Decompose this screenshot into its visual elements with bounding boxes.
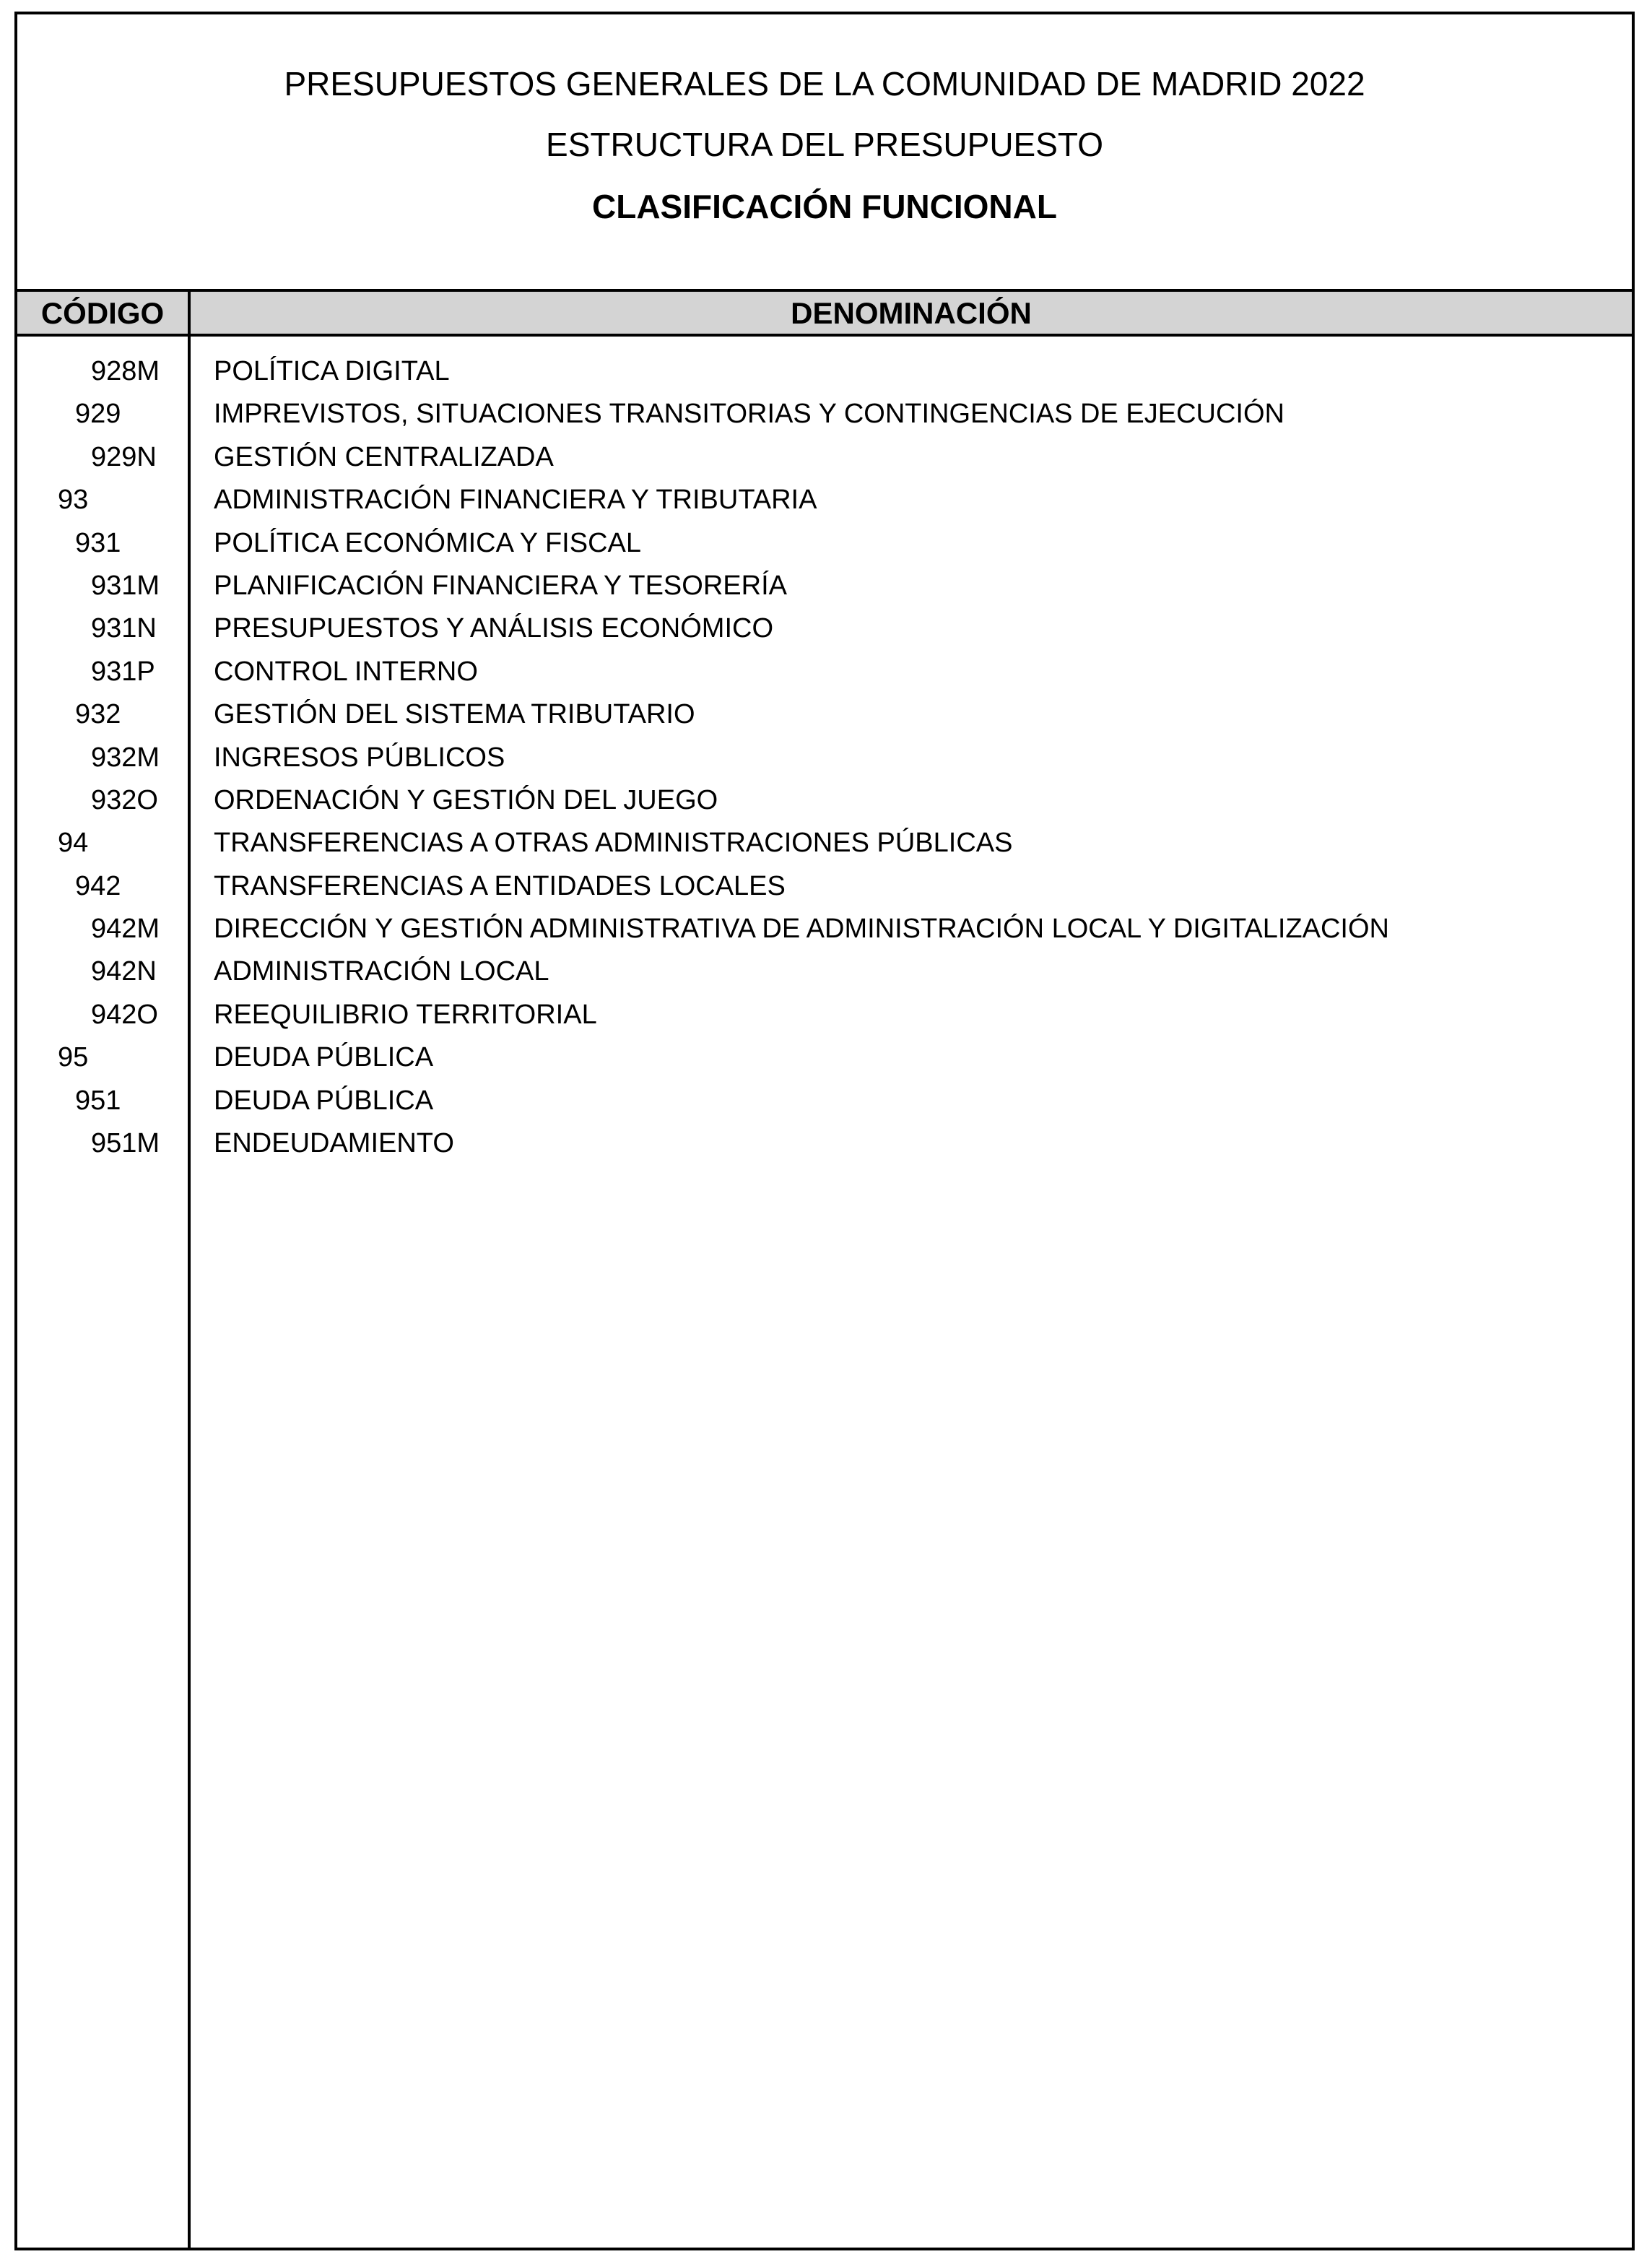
row-code: 931 [75, 527, 121, 558]
table-row [17, 1036, 1632, 1079]
table-row [17, 908, 1632, 950]
document-title: PRESUPUESTOS GENERALES DE LA COMUNIDAD DE MADRID 2022 [284, 65, 1365, 103]
row-code: 932M [91, 742, 160, 773]
row-code: 942N [91, 956, 157, 987]
row-code: 951M [91, 1128, 160, 1159]
row-code: 94 [58, 828, 89, 859]
table-row [17, 1122, 1632, 1165]
document-page [14, 12, 1635, 2250]
row-name: ENDEUDAMIENTO [214, 1128, 454, 1159]
column-header-name: DENOMINACIÓN [791, 296, 1032, 330]
table-row [17, 436, 1632, 479]
row-code: 942M [91, 914, 160, 945]
table-body [17, 350, 1632, 1165]
row-name: DIRECCIÓN Y GESTIÓN ADMINISTRATIVA DE ADMINISTRACIÓN LOCAL Y DIGITALIZACIÓN [214, 914, 1389, 945]
row-code: 932O [91, 784, 158, 815]
table-row [17, 522, 1632, 565]
row-code: 942 [75, 870, 121, 901]
row-code: 929N [91, 441, 157, 472]
row-code: 931P [91, 656, 155, 687]
row-name: CONTROL INTERNO [214, 656, 478, 687]
section-heading: CLASIFICACIÓN FUNCIONAL [592, 188, 1057, 225]
table-row [17, 693, 1632, 736]
row-name: POLÍTICA ECONÓMICA Y FISCAL [214, 527, 641, 558]
row-name: GESTIÓN CENTRALIZADA [214, 441, 554, 472]
table-row [17, 865, 1632, 908]
row-name: REEQUILIBRIO TERRITORIAL [214, 999, 597, 1030]
table-row [17, 994, 1632, 1036]
title-block [17, 14, 1632, 292]
table-row [17, 1080, 1632, 1122]
row-code: 931N [91, 613, 157, 644]
row-name: IMPREVISTOS, SITUACIONES TRANSITORIAS Y CONTINGENCIAS DE EJECUCIÓN [214, 399, 1284, 430]
table-row [17, 651, 1632, 693]
row-name: INGRESOS PÚBLICOS [214, 742, 505, 773]
table-row [17, 607, 1632, 650]
row-name: GESTIÓN DEL SISTEMA TRIBUTARIO [214, 699, 695, 730]
table-row [17, 950, 1632, 993]
document-subtitle: ESTRUCTURA DEL PRESUPUESTO [546, 126, 1103, 163]
row-name: DEUDA PÚBLICA [214, 1042, 434, 1073]
row-name: ADMINISTRACIÓN LOCAL [214, 956, 549, 987]
row-name: ADMINISTRACIÓN FINANCIERA Y TRIBUTARIA [214, 485, 817, 516]
row-code: 93 [58, 485, 89, 516]
row-name: ORDENACIÓN Y GESTIÓN DEL JUEGO [214, 784, 718, 815]
row-name: DEUDA PÚBLICA [214, 1085, 434, 1116]
table-row [17, 393, 1632, 436]
row-code: 95 [58, 1042, 89, 1073]
table-row [17, 479, 1632, 521]
row-name: TRANSFERENCIAS A OTRAS ADMINISTRACIONES PÚBLICAS [214, 828, 1013, 859]
row-name: PRESUPUESTOS Y ANÁLISIS ECONÓMICO [214, 613, 774, 644]
column-header-code: CÓDIGO [40, 296, 165, 330]
table-header [17, 292, 1632, 337]
table-row [17, 822, 1632, 864]
row-code: 942O [91, 999, 158, 1030]
table-row [17, 737, 1632, 779]
table-row [17, 779, 1632, 822]
row-code: 951 [75, 1085, 121, 1116]
row-name: PLANIFICACIÓN FINANCIERA Y TESORERÍA [214, 570, 787, 601]
row-code: 931M [91, 570, 160, 601]
row-code: 932 [75, 699, 121, 730]
row-name: POLÍTICA DIGITAL [214, 356, 450, 386]
table-row [17, 565, 1632, 607]
row-code: 928M [91, 356, 160, 386]
table-row [17, 350, 1632, 393]
row-name: TRANSFERENCIAS A ENTIDADES LOCALES [214, 870, 786, 901]
row-code: 929 [75, 399, 121, 430]
